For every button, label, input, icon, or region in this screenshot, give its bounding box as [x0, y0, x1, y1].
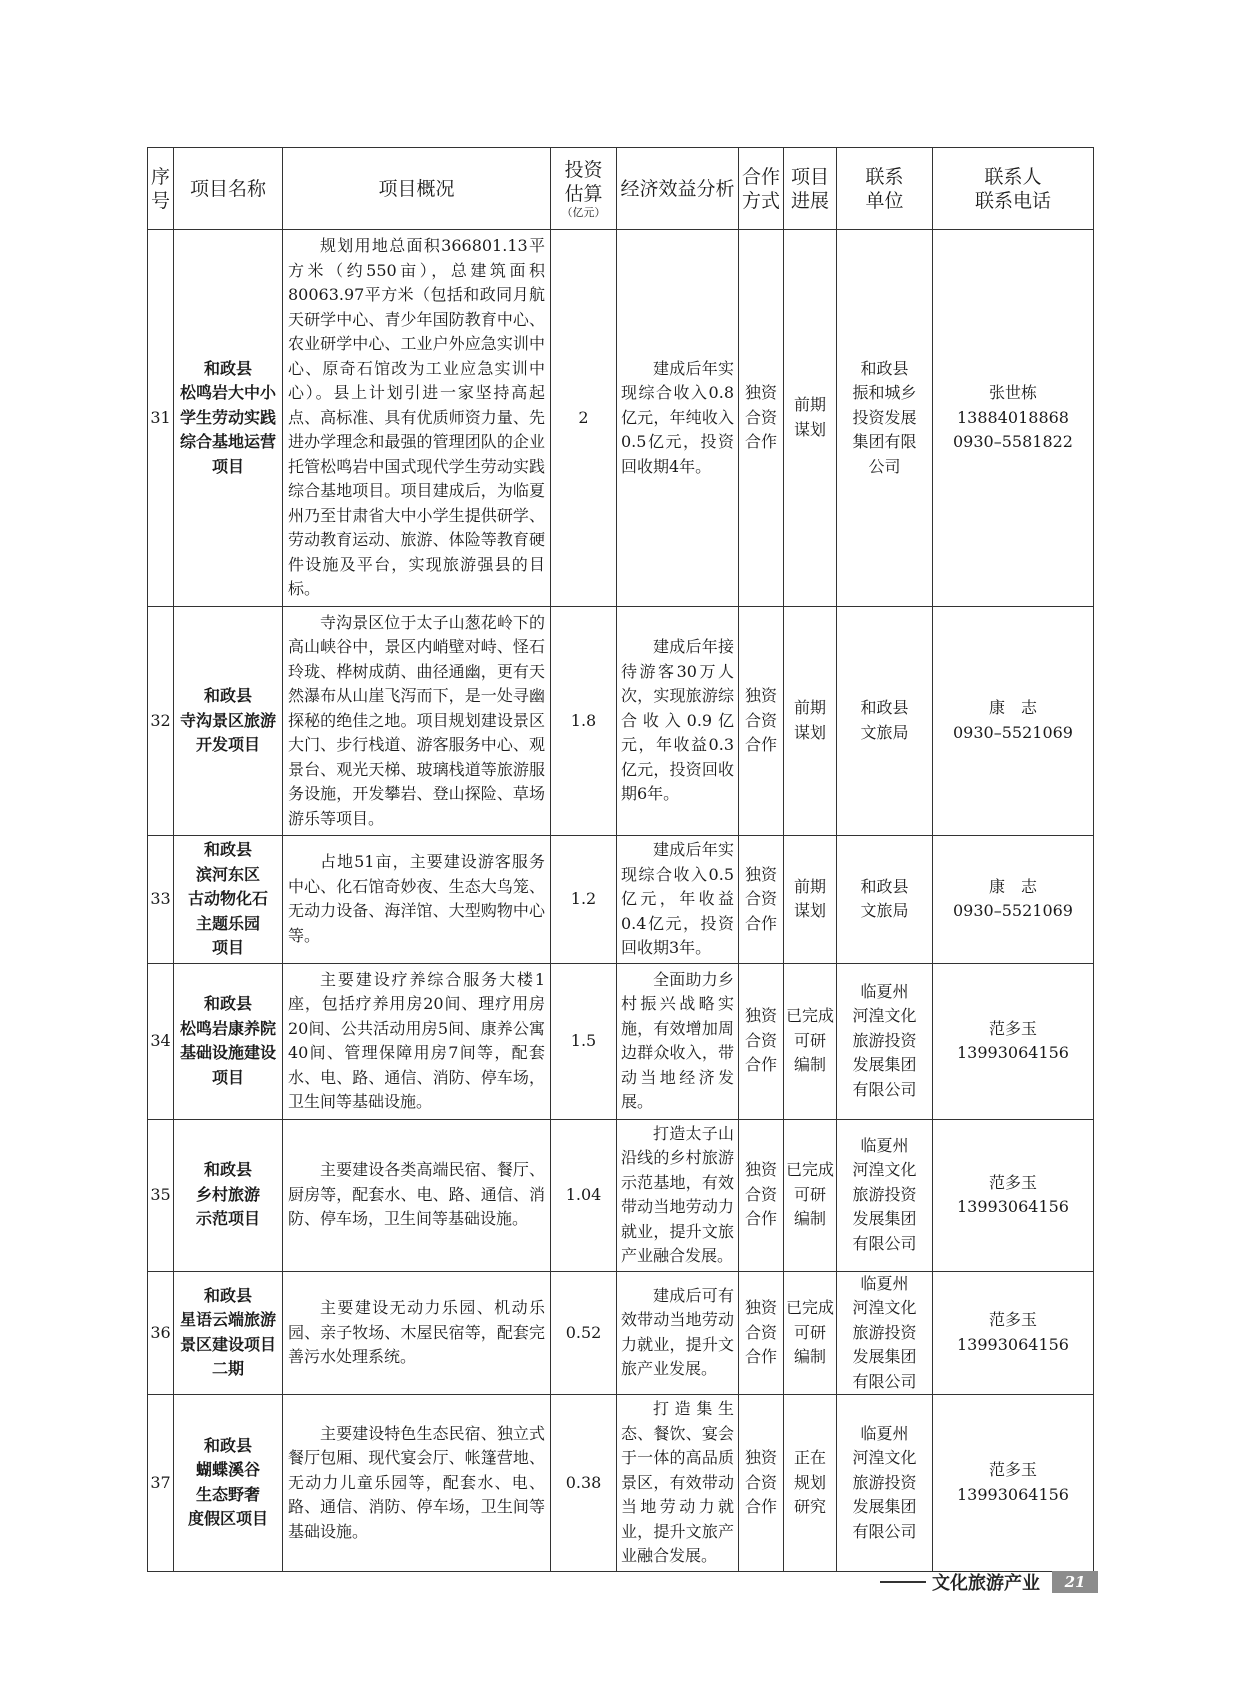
- header-progress: 项目 进展: [784, 148, 837, 230]
- contact-person: 康 志 0930–5521069: [933, 606, 1094, 836]
- footer-dash: [880, 1581, 926, 1583]
- cooperation-mode: 独资 合资 合作: [739, 1395, 784, 1572]
- project-description: 主要建设疗养综合服务大楼1座，包括疗养用房20间、理疗用房20间、公共活动用房5间、康养公寓40间、管理保障用房7间等，配套水、电、路、通信、消防、停车场，卫生间等基础设施。: [283, 963, 551, 1119]
- header-mode: 合作 方式: [739, 148, 784, 230]
- header-invest: 投资 估算 （亿元）: [551, 148, 617, 230]
- project-name: 和政县 寺沟景区旅游 开发项目: [174, 606, 283, 836]
- header-effect: 经济效益分析: [617, 148, 739, 230]
- economic-benefit: 打造太子山沿线的乡村旅游示范基地，有效带动当地劳动力就业，提升文旅产业融合发展。: [617, 1119, 739, 1271]
- table-row: [148, 963, 1094, 1119]
- contact-unit: 和政县 振和城乡 投资发展 集团有限 公司: [837, 230, 933, 607]
- contact-person: 康 志 0930–5521069: [933, 836, 1094, 964]
- investment-estimate: 2: [551, 230, 617, 607]
- contact-unit: 临夏州 河湟文化 旅游投资 发展集团 有限公司: [837, 1271, 933, 1395]
- header-desc: 项目概况: [283, 148, 551, 230]
- table-row: [148, 230, 1094, 607]
- project-name: 和政县 滨河东区 古动物化石 主题乐园 项目: [174, 836, 283, 964]
- project-name: 和政县 松鸣岩大中小 学生劳动实践 综合基地运营 项目: [174, 230, 283, 607]
- contact-unit: 和政县 文旅局: [837, 606, 933, 836]
- contact-person: 范多玉 13993064156: [933, 1271, 1094, 1395]
- project-progress: 前期 谋划: [784, 230, 837, 607]
- header-name: 项目名称: [174, 148, 283, 230]
- cooperation-mode: 独资 合资 合作: [739, 230, 784, 607]
- header-unit: 联系 单位: [837, 148, 933, 230]
- project-description: 寺沟景区位于太子山葱花岭下的高山峡谷中，景区内峭壁对峙、怪石玲珑、桦树成荫、曲径通幽，更有天然瀑布从山崖飞泻而下，是一处寻幽探秘的绝佳之地。项目规划建设景区大门、步行栈道、游客服务中心、观景台、观光天梯、玻璃栈道等旅游服务设施，开发攀岩、登山探险、草场游乐等项目。: [283, 606, 551, 836]
- economic-benefit: 建成后可有效带动当地劳动力就业，提升文旅产业发展。: [617, 1271, 739, 1395]
- row-number: 35: [148, 1119, 174, 1271]
- table-row: [148, 1395, 1094, 1572]
- header-contact: 联系人 联系电话: [933, 148, 1094, 230]
- footer-section-label: 文化旅游产业: [932, 1573, 1040, 1594]
- cooperation-mode: 独资 合资 合作: [739, 1271, 784, 1395]
- row-number: 31: [148, 230, 174, 607]
- page-footer: [880, 1569, 1098, 1595]
- project-description: 占地51亩，主要建设游客服务中心、化石馆奇妙夜、生态大鸟笼、无动力设备、海洋馆、大型购物中心等。: [283, 836, 551, 964]
- project-table: [147, 147, 1094, 1572]
- economic-benefit: 建成后年实现综合收入0.5亿元，年收益0.4亿元，投资回收期3年。: [617, 836, 739, 964]
- table-row: [148, 606, 1094, 836]
- project-name: 和政县 乡村旅游 示范项目: [174, 1119, 283, 1271]
- project-progress: 正在 规划 研究: [784, 1395, 837, 1572]
- contact-unit: 临夏州 河湟文化 旅游投资 发展集团 有限公司: [837, 963, 933, 1119]
- contact-unit: 临夏州 河湟文化 旅游投资 发展集团 有限公司: [837, 1395, 933, 1572]
- project-progress: 已完成 可研 编制: [784, 1119, 837, 1271]
- header-invest-unit: （亿元）: [561, 205, 606, 219]
- table-row: [148, 1271, 1094, 1395]
- investment-estimate: 0.52: [551, 1271, 617, 1395]
- project-description: 规划用地总面积366801.13平方米（约550亩），总建筑面积80063.97平方米（包括和政同月航天研学中心、青少年国防教育中心、农业研学中心、工业户外应急实训中心、原奇石馆改为工业应急实训中心）。县上计划引进一家坚持高起点、高标准、具有优质师资力量、先进办学理念和最强的管理团队的企业托管松鸣岩中国式现代学生劳动实践综合基地项目。项目建成后，为临夏州乃至甘肃省大中小学生提供研学、劳动教育运动、旅游、体险等教育硬件设施及平台，实现旅游强县的目标。: [283, 230, 551, 607]
- project-name: 和政县 松鸣岩康养院 基础设施建设 项目: [174, 963, 283, 1119]
- project-name: 和政县 蝴蝶溪谷 生态野奢 度假区项目: [174, 1395, 283, 1572]
- project-description: 主要建设特色生态民宿、独立式餐厅包厢、现代宴会厅、帐篷营地、无动力儿童乐园等，配套水、电、路、通信、消防、停车场，卫生间等基础设施。: [283, 1395, 551, 1572]
- economic-benefit: 全面助力乡村振兴战略实施，有效增加周边群众收入，带动当地经济发展。: [617, 963, 739, 1119]
- economic-benefit: 建成后年接待游客30万人次，实现旅游综合收入0.9亿元，年收益0.3亿元，投资回收期6年。: [617, 606, 739, 836]
- row-number: 32: [148, 606, 174, 836]
- investment-estimate: 0.38: [551, 1395, 617, 1572]
- investment-estimate: 1.5: [551, 963, 617, 1119]
- contact-person: 范多玉 13993064156: [933, 1119, 1094, 1271]
- project-description: 主要建设无动力乐园、机动乐园、亲子牧场、木屋民宿等，配套完善污水处理系统。: [283, 1271, 551, 1395]
- header-no: 序 号: [148, 148, 174, 230]
- investment-estimate: 1.04: [551, 1119, 617, 1271]
- row-number: 37: [148, 1395, 174, 1572]
- cooperation-mode: 独资 合资 合作: [739, 606, 784, 836]
- investment-estimate: 1.8: [551, 606, 617, 836]
- contact-person: 范多玉 13993064156: [933, 1395, 1094, 1572]
- investment-estimate: 1.2: [551, 836, 617, 964]
- table-row: [148, 836, 1094, 964]
- cooperation-mode: 独资 合资 合作: [739, 836, 784, 964]
- project-progress: 已完成 可研 编制: [784, 963, 837, 1119]
- project-description: 主要建设各类高端民宿、餐厅、厨房等，配套水、电、路、通信、消防、停车场，卫生间等基础设施。: [283, 1119, 551, 1271]
- project-progress: 前期 谋划: [784, 836, 837, 964]
- contact-unit: 和政县 文旅局: [837, 836, 933, 964]
- economic-benefit: 建成后年实现综合收入0.8亿元，年纯收入0.5亿元，投资回收期4年。: [617, 230, 739, 607]
- row-number: 34: [148, 963, 174, 1119]
- cooperation-mode: 独资 合资 合作: [739, 963, 784, 1119]
- contact-person: 范多玉 13993064156: [933, 963, 1094, 1119]
- table-row: [148, 1119, 1094, 1271]
- project-progress: 已完成 可研 编制: [784, 1271, 837, 1395]
- project-progress: 前期 谋划: [784, 606, 837, 836]
- cooperation-mode: 独资 合资 合作: [739, 1119, 784, 1271]
- row-number: 33: [148, 836, 174, 964]
- economic-benefit: 打造集生态、餐饮、宴会于一体的高品质景区，有效带动当地劳动力就业，提升文旅产业融合发展。: [617, 1395, 739, 1572]
- row-number: 36: [148, 1271, 174, 1395]
- page-number: 21: [1052, 1571, 1098, 1593]
- project-name: 和政县 星语云端旅游 景区建设项目 二期: [174, 1271, 283, 1395]
- header-row: [148, 148, 1094, 230]
- contact-person: 张世栋 13884018868 0930–5581822: [933, 230, 1094, 607]
- contact-unit: 临夏州 河湟文化 旅游投资 发展集团 有限公司: [837, 1119, 933, 1271]
